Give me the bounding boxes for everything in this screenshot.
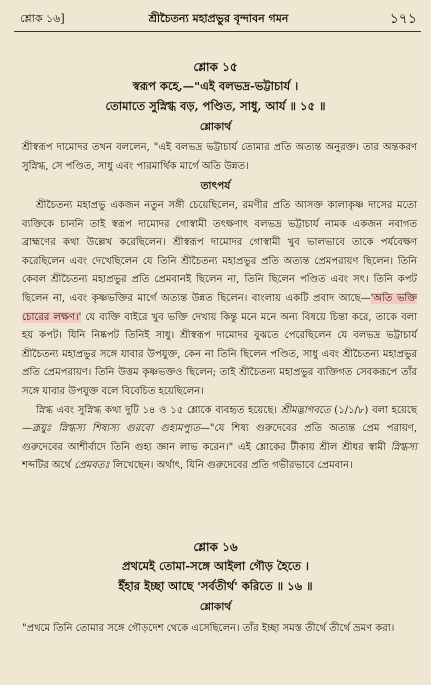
- page-number: ১৭১: [389, 11, 417, 27]
- purport-15-p2-part-i: লিখেছেন। অর্থাৎ, যিনি গুরুদেবের প্রতি গভীরভাবে প্রেমবান।: [109, 460, 353, 472]
- translation-16-label: শ্লোকার্থ: [199, 601, 232, 613]
- source-bhagavatam: শ্রীমদ্ভাগবতে: [280, 404, 331, 416]
- term-premavatah: প্রেমবতঃ: [74, 460, 110, 472]
- page-header: [20, 7, 417, 27]
- verse-15-line-1: স্বরূপ কহে,—"এই বলভদ্র-ভট্টাচার্য ।: [132, 79, 299, 93]
- purport-15-proverb: 'অতি ভক্তি চোরের লক্ষণ।': [22, 292, 418, 323]
- purport-15-p2-part-e: —"যে শিষ্য গুরুদেবের প্রতি অত্যন্ত প্রেম পরায়ণ, গুরুদেবের আশীর্বাদে তিনি গুহ্য জ্ঞান লাভ করেন।" এই শ্লোকের টীকায় শ্রীল শ্রীধর স্বামী: [22, 423, 417, 453]
- purport-15-label: তাৎপর্য: [200, 180, 231, 192]
- verse-16-title: শ্লোক ১৬: [193, 540, 238, 554]
- translation-15-text: [22, 139, 417, 176]
- term-snigdhasya: স্নিগ্ধস্য: [390, 441, 417, 453]
- header-divider: [14, 31, 421, 32]
- purport-15-text: [22, 197, 417, 476]
- translation-16-paragraph: "প্রথমে তিনি তোমার সঙ্গে গৌড়দেশ থেকে এসেছিলেন। তাঁর ইচ্ছা সমস্ত তীর্থে তীর্থে ভ্রমণ করা।: [22, 623, 395, 634]
- purport-15-paragraph-2: [22, 402, 417, 476]
- purport-15-p2-part-a: স্নিগ্ধ এবং সুস্নিগ্ধ কথা দুটি ১৪ ও ১৫ শ্লোকে ব্যবহৃত হয়েছে।: [36, 404, 281, 416]
- purport-15-p1-part-b: যে ব্যক্তি বাইরে খুব ভক্তি দেখায় কিন্তু মনে মনে অন্য বিষয়ে চিন্তা করে, তাকে বলা হয় কপট। যিনি নিষ্কপট তিনিই সাধু। শ্রীস্বরূপ দামোদর বুঝতে পেরেছিলেন যে বলভদ্র ভট্টাচার্য শ্রীচৈতন্য মহাপ্রভুর সঙ্গে যাবার উপযুক্ত, কেন না তিনি ছিলেন পণ্ডিত, সাধু এবং শ্রীচৈতন্য মহাপ্রভুর প্রতি প্রেমপরায়ণ। তিনি উত্তম কৃষ্ণভক্তও ছিলেন; তাই শ্রীচৈতন্য মহাপ্রভুর ব্যক্তিগত সেবকরূপে তাঁর সঙ্গে যাবার উপযুক্ত বলে বিবেচিত হয়েছিলেন।: [22, 311, 417, 397]
- sanskrit-quote: ব্রূয়ুঃ স্নিগ্ধস্য শিষ্যস্য গুরবো গুহ্যমপ্যুত: [32, 423, 200, 435]
- purport-15-p2-part-g: শব্দটির অর্থে: [22, 460, 75, 472]
- verse-15-line-2: তোমাতে সুস্নিগ্ধ বড়, পণ্ডিত, সাধু, আর্য ॥ ১৫ ॥: [105, 99, 326, 113]
- translation-15-paragraph: শ্রীস্বরূপ দামোদর তখন বললেন, "এই বলভদ্র ভট্টাচার্য তোমার প্রতি অত্যন্ত অনুরক্ত। তার অন্তকরণ সুস্নিগ্ধ, সে পণ্ডিত, সাধু এবং পারমার্থিক মার্গে অতি উন্নত।: [22, 142, 417, 172]
- verse-15-title: শ্লোক ১৫: [193, 60, 238, 74]
- header-chapter-title: শ্রীচৈতন্য মহাপ্রভুর বৃন্দাবন গমন: [148, 12, 289, 25]
- header-verse-ref: শ্লোক ১৬]: [20, 12, 65, 25]
- verse-16-line-2: ইঁহার ইচ্ছা আছে 'সর্বতীর্থ' করিতে ॥ ১৬ ॥: [118, 579, 313, 593]
- translation-16-text: [22, 620, 417, 639]
- purport-15-p1-part-a: শ্রীচৈতন্য মহাপ্রভু একজন নতুন সঙ্গী চেয়েছিলেন, রমণীর প্রতি আসক্ত কালাকৃষ্ণ দাসের মতো ব্যক্তিকে চাননি তাই স্বরূপ দামোদর গোস্বামী তৎক্ষণাৎ বলভদ্র ভট্টাচার্য নামক একজন নবাগত ব্রাহ্মণের কথা উল্লেখ করেছিলেন। শ্রীস্বরূপ দামোদর গোস্বামী খুব ভালভাবে তাকে পর্যবেক্ষণ করেছিলেন এবং দেখেছিলেন যে তিনি শ্রীচৈতন্য মহাপ্রভুর প্রতি অত্যন্ত প্রেমপরায়ণ ছিলেন। তিনি কেবল শ্রীচৈতন্য মহাপ্রভুর প্রতি প্রেমবানই ছিলেন না, তিনি ছিলেন পণ্ডিত এবং সৎ। তিনি কপট ছিলেন না, এবং কৃষ্ণভক্তির মার্গে অত্যন্ত উন্নত ছিলেন। বাংলায় একটি প্রবাদ আছে—: [22, 200, 417, 304]
- verse-16-line-1: প্রথমেই তোমা-সঙ্গে আইলা গৌড় হৈতে ।: [121, 559, 310, 573]
- purport-15-p2-part-c: (১/১/৮) বলা হয়েছে—: [22, 404, 418, 435]
- translation-15-label: শ্লোকার্থ: [199, 121, 232, 133]
- purport-15-paragraph-1: [22, 197, 417, 402]
